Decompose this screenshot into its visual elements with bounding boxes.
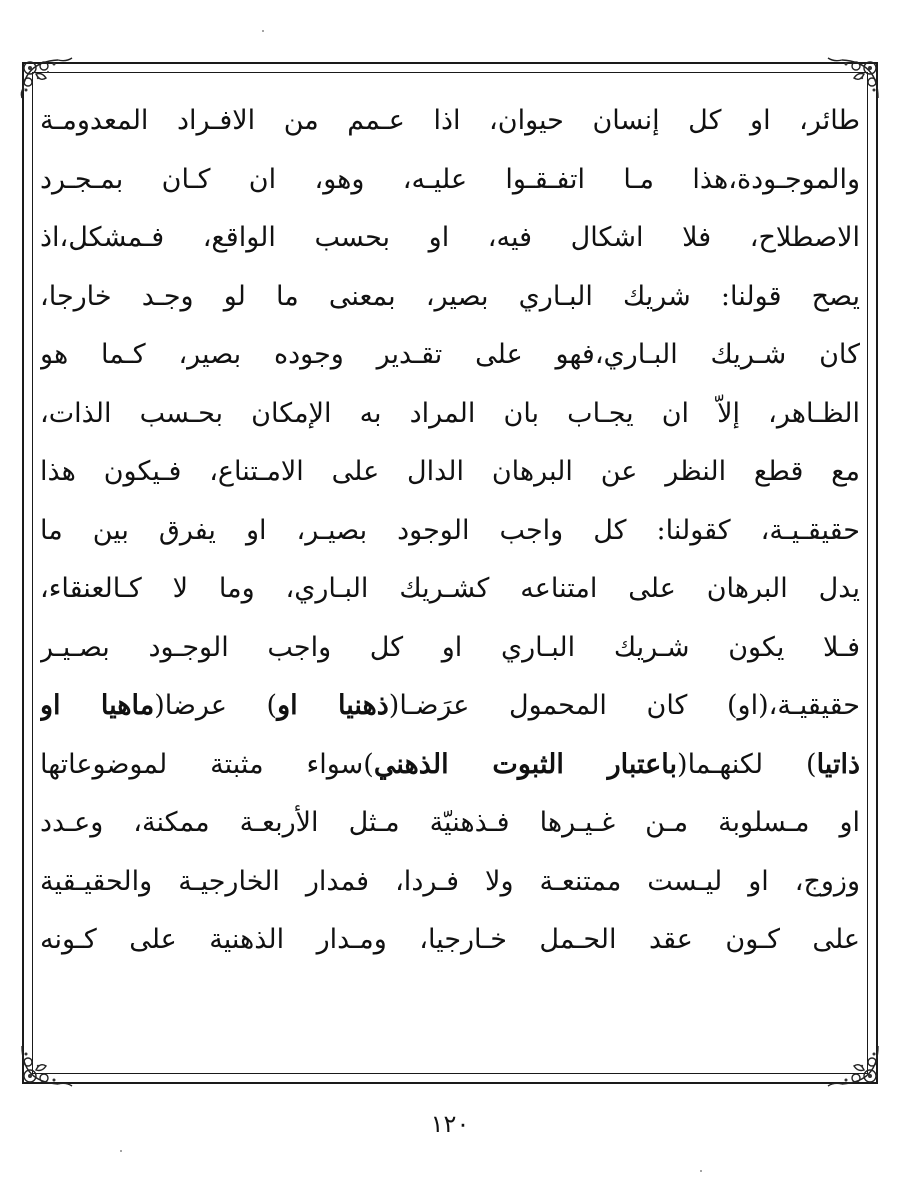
text-line-5: كان شـريك البـاري،فهو على تقـدير وجوده بصير، كـما هو [40,339,860,370]
text-line-14: وزوج، او ليـست ممتنعـة ولا فـردا، فمدار الخارجيـة والحقيـقية [40,865,860,897]
text-line-9: يدل البرهان على امتناعه كشـريك البـاري، وما لا كـالعنقاء، [40,573,860,604]
text-line-12-part-b: ) لكنهـما( [677,748,817,780]
text-line-7: مع قطع النظر عن البرهان الدال على الامـتناع، فـيكون هذا [40,456,860,487]
text-line-11-bold-d: ماهيا او [40,690,155,721]
text-line-6: الظـاهر، إلاّ ان يجـاب بان المراد به الإمكان بحـسب الذات، [40,397,860,429]
text-line-12-part-d: )سواء مثبتة لموضوعاتها [40,748,374,780]
text-line-10: فـلا يكون شـريك البـاري او كل واجب الوجـود بصـيـر [40,631,860,663]
scan-speck [120,1150,122,1152]
corner-ornament-bottom-left [18,1042,80,1088]
page-number: ١٢٠ [430,1110,470,1138]
text-line-11-bold-b: ذهنيا او [277,690,389,721]
text-line-13: او مـسلوبة مـن غـيـرها فـذهنيّة مـثل الأربعـة ممكنة، وعـدد [40,807,860,838]
body-text [40,92,860,970]
text-line-15: على كـون عقد الحـمل خـارجيا، ومـدار الذهنية على كـونه [40,924,860,955]
text-line-12-bold-c: باعتبار الثبوت الذهني [373,748,678,780]
text-line-3: الاصطلاح، فلا اشكال فيه، او بحسب الواقع، فـمشكل،اذ [40,222,860,253]
text-line-11 [40,677,860,736]
text-line-2: والموجـودة،هذا مـا اتفـقـوا عليـه، وهو، ان كـان بمـجـرد [40,163,860,195]
text-line-12-bold-a: ذاتيا [816,748,860,780]
text-line-4: يصح قولنا: شريك البـاري بصير، بمعنى ما لو وجـد خارجا، [40,280,860,312]
text-line-12 [40,736,860,795]
text-line-1: طائر، او كل إنسان حيوان، اذا عـمم من الافـراد المعدومـة [40,105,860,136]
scan-speck [262,30,264,32]
text-line-11-part-c: ) عرضا( [154,690,278,721]
corner-ornament-bottom-right [820,1042,882,1088]
scan-speck [700,1170,702,1172]
text-line-11-part-a: حقيقيـة،(او) كان المحمول عرَضـا( [388,690,860,721]
text-line-8: حقيقـيـة، كقولنا: كل واجب الوجود بصيـر، او يفرق بين ما [40,514,860,546]
